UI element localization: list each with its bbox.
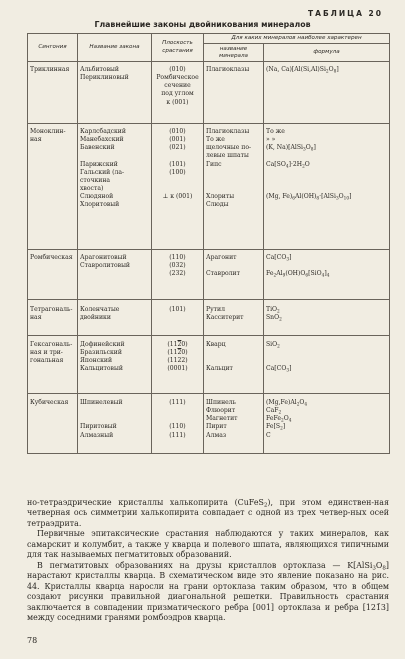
plane-cell-line: (232) <box>169 270 186 278</box>
formula-cell-line <box>266 177 387 185</box>
formula-cell <box>264 124 390 250</box>
mineral-cell <box>204 124 264 250</box>
page-number: 78 <box>27 636 38 645</box>
col-system: Сингония <box>28 34 78 62</box>
mineral-cell-line: Алмаз <box>206 431 227 439</box>
formula-cell <box>264 394 390 454</box>
law-cell <box>78 124 152 250</box>
law-cell-line: Альбитовый <box>80 66 119 74</box>
col-group: Для каких минералов наиболее характерен <box>204 34 390 44</box>
formula-cell-line <box>266 152 387 160</box>
system-cell <box>28 336 78 394</box>
mineral-cell-line: Касситерит <box>206 314 244 322</box>
table-row <box>28 250 390 300</box>
table-row <box>28 62 390 124</box>
mineral-cell <box>204 62 264 124</box>
system-cell <box>28 300 78 336</box>
formula-cell-line: CaF$_2$ <box>266 407 282 416</box>
law-cell <box>78 62 152 124</box>
formula-cell-line <box>266 262 387 270</box>
mineral-cell-line: Флюорит <box>206 407 236 415</box>
mineral-cell-line <box>206 262 261 270</box>
law-cell-line <box>80 415 149 423</box>
mineral-cell-line: Рутил <box>206 306 225 314</box>
paragraph: В пегматитовых образованиях на друзы кристаллов ортоклаза — $K[AlSi_3O_8]$ нарастают кристаллы кварца. В схематическом виде это явление показано на рис. 44. Кристаллы кварца наросли на грани ортоклаза таким образом, что в общем создают рисунки правильной диагональной решетки. Правильность срастания заключается в совпадении призматического ребра [001] ортоклаза и ребра [121̄3] между соседними гранями ромбоэдров кварца. <box>27 560 389 622</box>
formula-cell-line: $Ca[CO_3]$ <box>266 254 292 263</box>
law-cell-line: Слюдяной <box>80 192 114 200</box>
formula-cell-line <box>266 357 387 365</box>
system-cell <box>28 250 78 300</box>
plane-cell-line: сечение <box>164 82 191 90</box>
mineral-cell-line <box>206 357 261 365</box>
plane-cell-line: (100) <box>169 168 186 176</box>
plane-cell-line <box>154 185 201 193</box>
col-law: Название закона <box>78 34 152 62</box>
law-cell-line: Дофинейский <box>80 341 125 349</box>
col-plane: Плоскость срастания <box>152 34 204 62</box>
formula-cell-line: (Na, $Ca)[Al(Si,Al)Si_2O_8]$ <box>266 66 339 75</box>
body-text <box>27 498 389 623</box>
mineral-cell-line: Слюды <box>206 200 229 208</box>
formula-cell-line: $FeFe_2O_4$ <box>266 415 292 424</box>
mineral-cell <box>204 336 264 394</box>
law-cell-line: Алмазный <box>80 431 114 439</box>
mineral-cell-line <box>206 349 261 357</box>
plane-cell-line: (010) <box>169 66 186 74</box>
plane-cell <box>152 62 204 124</box>
plane-cell-line: (010) <box>169 128 186 136</box>
plane-cell-line <box>154 407 201 415</box>
formula-cell-line: $Fe[S_2]$ <box>266 423 286 432</box>
plane-cell-line: под углом <box>161 90 194 98</box>
col-formula: формула <box>264 44 390 62</box>
formula-cell-line: SiO$_2$ <box>266 341 280 350</box>
formula-cell-line: (K, $Na)[AlSi_3O_8]$ <box>266 144 316 153</box>
law-cell-line: Коленчатые <box>80 306 120 314</box>
table-number: ТАБЛИЦА 20 <box>308 9 383 18</box>
plane-cell <box>152 300 204 336</box>
law-cell-line: Арагонитовый <box>80 254 127 262</box>
formula-cell <box>264 62 390 124</box>
law-cell-line: Гальский (ла- <box>80 168 125 176</box>
formula-cell-line: $Ca[CO_3]$ <box>266 365 292 374</box>
formula-cell-line: C <box>266 431 271 439</box>
law-cell-line <box>80 407 149 415</box>
mineral-cell-line: Хлориты <box>206 192 235 200</box>
mineral-cell <box>204 394 264 454</box>
col-mineral: название минерала <box>204 44 264 62</box>
law-cell-line: Бавенский <box>80 144 115 152</box>
law-cell-line: хвоста) <box>80 184 104 192</box>
law-cell-line <box>80 152 149 160</box>
plane-cell-line: (021) <box>169 144 186 152</box>
formula-cell-line <box>266 349 387 357</box>
system-cell <box>28 394 78 454</box>
formula-cell-line: SnO$_2$ <box>266 314 282 323</box>
plane-cell-line: (101) <box>169 160 186 168</box>
formula-cell-line <box>266 201 387 209</box>
mineral-cell-line: щелочные по- <box>206 144 252 152</box>
law-cell <box>78 250 152 300</box>
system-cell-line: Моноклин-ная <box>30 128 66 144</box>
mineral-cell-line: То же <box>206 136 225 144</box>
law-cell-line: двойники <box>80 314 111 322</box>
plane-cell-line: (001) <box>169 136 186 144</box>
plane-cell-line: (1120) <box>167 349 188 357</box>
plane-cell <box>152 250 204 300</box>
law-cell-line: Бразильский <box>80 349 122 357</box>
law-cell-line: Шпинелевый <box>80 399 123 407</box>
mineral-cell-line: Ставролит <box>206 270 240 278</box>
law-cell-line: Манебахский <box>80 136 124 144</box>
law-cell-line: Периклиновый <box>80 74 129 82</box>
plane-cell-line <box>154 415 201 423</box>
plane-cell-line: (110) <box>169 423 186 431</box>
mineral-cell-line: Пирит <box>206 423 227 431</box>
plane-cell-line: (111) <box>169 431 186 439</box>
mineral-cell-line: Гипс <box>206 160 222 168</box>
mineral-cell-line: Кальцит <box>206 365 233 373</box>
mineral-cell-line <box>206 185 261 193</box>
plane-cell <box>152 336 204 394</box>
table-title: Главнейшие законы двойникования минералов <box>94 20 311 29</box>
mineral-cell-line: Плагиоклазы <box>206 66 250 74</box>
plane-cell-line: Ромбическое <box>156 74 199 82</box>
mineral-cell <box>204 300 264 336</box>
table-body <box>28 62 390 454</box>
formula-cell-line: TiO$_2$ <box>266 306 280 315</box>
formula-cell <box>264 336 390 394</box>
plane-cell-line: (110) <box>169 254 186 262</box>
mineral-cell-line: Плагиоклазы <box>206 128 250 136</box>
plane-cell-line: к (001) <box>166 98 189 106</box>
plane-cell-line: (1122) <box>167 357 188 365</box>
system-cell <box>28 62 78 124</box>
plane-cell-line: (111) <box>169 399 186 407</box>
formula-cell-line: $Ca[SO_4]\cdot 2H_2O$ <box>266 160 310 169</box>
plane-cell-line: (101) <box>169 306 186 314</box>
law-cell <box>78 336 152 394</box>
paragraph: Первичные эпитаксические срастания наблюдаются у таких минералов, как самарскит и колумбит, а также у кварца и полевого шпата, являющихся типичными для так называемых пегматитовых образований. <box>27 529 389 560</box>
law-cell-line: сточкина <box>80 176 111 184</box>
paragraph: но-тетраэдрические кристаллы халькопирита (CuFeS$_2$), при этом единствен-ная четверная ось симметрии халькопирита совпадает с одной из трех четвер-ных осей тетраэдрита. <box>27 498 389 528</box>
system-cell-line: Гексагональ-ная и три-гональная <box>30 341 73 365</box>
plane-cell-line <box>154 201 201 209</box>
plane-cell-line: (1120) <box>167 341 188 349</box>
table-row <box>28 336 390 394</box>
system-cell-line: Ромбическая <box>30 254 73 262</box>
plane-cell-line <box>154 152 201 160</box>
system-cell-line: Триклинная <box>30 66 70 74</box>
twinning-laws-table <box>27 33 390 454</box>
formula-cell-line: (Mg, $Fe)_6Al(OH)_8\cdot[AlSi_3O_{10}]$ <box>266 192 352 202</box>
law-cell <box>78 394 152 454</box>
law-cell-line: Японский <box>80 357 113 365</box>
plane-cell-line: ⊥ к (001) <box>162 192 193 200</box>
formula-cell-line <box>266 169 387 177</box>
law-cell-line: Парижский <box>80 160 118 168</box>
formula-cell-line <box>266 185 387 193</box>
law-cell-line: Ставролитовый <box>80 262 130 270</box>
law-cell-line: Хлоритовый <box>80 200 120 208</box>
mineral-cell-line <box>206 169 261 177</box>
formula-cell-line: » » <box>266 136 276 144</box>
plane-cell-line: (0001) <box>167 365 188 373</box>
formula-cell <box>264 300 390 336</box>
mineral-cell-line: Шпинель <box>206 399 236 407</box>
law-cell-line: Кальцитовый <box>80 365 123 373</box>
mineral-cell-line <box>206 177 261 185</box>
system-cell <box>28 124 78 250</box>
mineral-cell-line: Магнетит <box>206 415 238 423</box>
system-cell-line: Кубическая <box>30 399 69 407</box>
plane-cell-line: (032) <box>169 262 186 270</box>
plane-cell <box>152 124 204 250</box>
plane-cell-line <box>154 177 201 185</box>
formula-cell-line: $(Mg,Fe)Al_2O_4$ <box>266 399 308 408</box>
table-row <box>28 394 390 454</box>
mineral-cell-line: левые шпаты <box>206 152 249 160</box>
formula-cell-line: То же <box>266 128 285 136</box>
mineral-cell-line: Арагонит <box>206 254 237 262</box>
mineral-cell-line: Кварц <box>206 341 226 349</box>
table-row <box>28 124 390 250</box>
formula-cell <box>264 250 390 300</box>
law-cell-line: Карлсбадский <box>80 128 126 136</box>
system-cell-line: Тетрагональ-ная <box>30 306 73 322</box>
law-cell-line: Пиритовый <box>80 423 117 431</box>
plane-cell <box>152 394 204 454</box>
formula-cell-line: $Fe_2Al_9(OH)O_6[SiO_4]_4$ <box>266 270 330 279</box>
table-row <box>28 300 390 336</box>
mineral-cell <box>204 250 264 300</box>
law-cell <box>78 300 152 336</box>
